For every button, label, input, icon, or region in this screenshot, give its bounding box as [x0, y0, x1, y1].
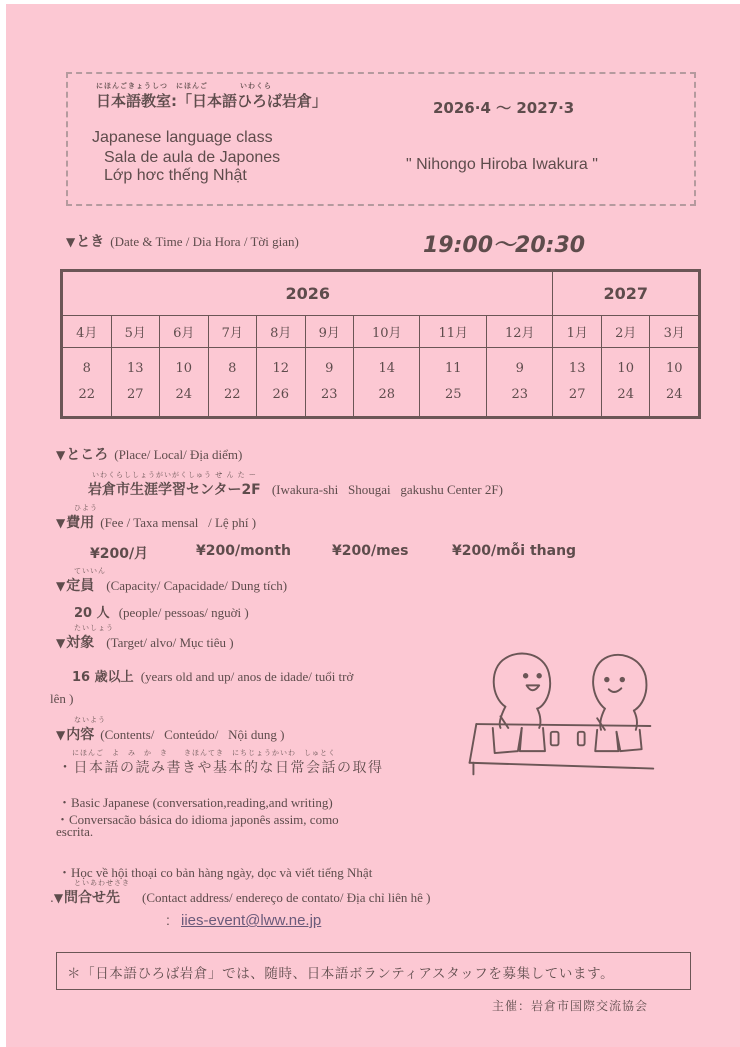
target-value-row	[72, 666, 472, 685]
date-2: 22	[78, 387, 96, 402]
date-2: 22	[223, 387, 241, 402]
contact-furigana: といあわせさき	[74, 879, 130, 887]
triangle-marker-icon: ▼	[56, 579, 66, 593]
title-text: 日本語教室:「日本語ひろば岩倉」	[96, 92, 328, 110]
date-cell	[650, 348, 699, 417]
contact-label: 問合せ先	[64, 890, 121, 906]
month-cell: 7月	[208, 316, 257, 348]
date-2: 26	[272, 387, 290, 402]
date-1: 9	[515, 361, 524, 376]
contents-item-furigana: にほんご よ み か き きほんてき にちじょうかいわ しゅとく	[72, 749, 336, 757]
contents-item-text: ・日本語の読み書きや基本的な日常会話の取得	[58, 761, 384, 776]
fee-mes-pt: ¥200/mes	[332, 543, 409, 559]
period: 2026·4 ～ 2027·3	[433, 99, 575, 117]
volunteer-notice-text: ＊「日本語ひろば岩倉」では、随時、日本語ボランティアスタッフを募集しています。	[67, 966, 615, 981]
triangle-marker-icon: ▼	[56, 636, 66, 650]
fee-values	[90, 543, 690, 565]
contents-section	[56, 716, 456, 744]
datetime-label: とき	[76, 234, 105, 250]
target-sublabel: (Target/ alvo/ Mục tiêu )	[106, 635, 234, 650]
contents-item-en: ・Basic Japanese (conversation,reading,and writing)	[58, 795, 333, 810]
volunteer-notice	[56, 952, 691, 990]
date-cell	[305, 348, 354, 417]
capacity-value: 20 人	[74, 606, 110, 621]
date-2: 23	[320, 387, 338, 402]
date-2: 24	[175, 387, 193, 402]
class-romaji-name: " Nihongo Hiroba Iwakura "	[406, 156, 598, 173]
capacity-section	[56, 567, 656, 595]
fee-month-vi: ¥200/mỗi thang	[452, 543, 577, 559]
place-label: ところ	[66, 447, 109, 463]
triangle-marker-icon: .▼	[50, 891, 64, 905]
contents-furigana: ないよう	[74, 716, 106, 724]
date-cell	[257, 348, 306, 417]
date-1: 12	[272, 361, 290, 376]
contact-sublabel: (Contact address/ endereço de contato/ Địa chỉ liên hê )	[142, 890, 431, 905]
month-cell: 3月	[650, 316, 699, 348]
triangle-marker-icon: ▼	[56, 448, 66, 462]
contact-email-link[interactable]: iies-event@lww.ne.jp	[180, 912, 322, 929]
capacity-furigana: ていいん	[74, 567, 106, 575]
target-furigana: たいしょう	[74, 624, 114, 632]
host-organization: 主催：岩倉市国際交流協会	[492, 999, 649, 1013]
date-1: 9	[325, 361, 334, 376]
date-1: 11	[444, 361, 462, 376]
date-cell	[160, 348, 209, 417]
date-1: 10	[617, 361, 634, 376]
target-label: 対象	[66, 635, 95, 651]
triangle-marker-icon: ▼	[66, 235, 76, 249]
target-value-sub: (years old and up/ anos de idade/ tuổi trở	[140, 669, 354, 684]
year-2026: 2026	[63, 272, 553, 316]
header-box	[66, 72, 696, 206]
capacity-label: 定員	[66, 578, 95, 594]
month-cell: 8月	[257, 316, 306, 348]
month-row	[63, 316, 699, 348]
date-1: 10	[665, 361, 683, 376]
date-2: 28	[378, 387, 396, 402]
date-cell	[354, 348, 420, 417]
date-2: 24	[665, 387, 683, 402]
date-cell	[601, 348, 650, 417]
month-cell: 9月	[305, 316, 354, 348]
date-2: 24	[617, 387, 634, 402]
contents-item-vi: ・Học về hội thoại co bản hàng ngày, dọc và viết tiếng Nhật	[58, 865, 373, 880]
date-1: 13	[568, 361, 586, 376]
date-cell	[111, 348, 160, 417]
class-time: 19:00～20:30	[423, 233, 586, 258]
students-studying-illustration	[461, 639, 656, 784]
dates-row	[63, 348, 699, 417]
date-cell	[486, 348, 552, 417]
date-1: 8	[228, 361, 237, 376]
date-cell	[420, 348, 486, 417]
year-2027: 2027	[553, 272, 699, 316]
contents-item-pt-line2: escrita.	[56, 824, 94, 839]
month-cell: 12月	[486, 316, 552, 348]
triangle-marker-icon: ▼	[56, 728, 66, 742]
date-1: 14	[378, 361, 396, 376]
date-cell	[208, 348, 257, 417]
date-2: 27	[568, 387, 586, 402]
venue-name-romaji: (Iwakura-shi Shougai gakushu Center 2F)	[271, 482, 503, 497]
target-value-wrap: lên )	[50, 691, 74, 706]
contents-item-jp	[58, 749, 458, 777]
contents-item-pt-line1: ・Conversacão básica do idioma japonês assim, como	[56, 812, 339, 827]
fee-month-en: ¥200/month	[196, 543, 291, 559]
contact-colon: :	[166, 912, 170, 928]
year-row	[63, 272, 699, 316]
place-section	[56, 444, 656, 464]
date-1: 10	[175, 361, 193, 376]
capacity-value-row	[74, 602, 674, 621]
month-cell: 11月	[420, 316, 486, 348]
fee-section	[56, 504, 656, 532]
flyer-page	[6, 4, 740, 1047]
capacity-value-sub: (people/ pessoas/ nguời )	[118, 605, 249, 620]
datetime-section	[66, 231, 666, 261]
place-sublabel: (Place/ Local/ Địa diểm)	[114, 447, 243, 462]
contact-section	[50, 879, 690, 907]
capacity-sublabel: (Capacity/ Capacidade/ Dung tích)	[106, 578, 288, 593]
venue	[88, 471, 668, 499]
schedule-table	[60, 269, 701, 419]
date-2: 25	[444, 387, 462, 402]
date-cell	[553, 348, 602, 417]
month-cell: 5月	[111, 316, 160, 348]
contents-item-pt	[56, 814, 339, 838]
month-cell: 4月	[63, 316, 112, 348]
class-name-english: Japanese language class	[92, 129, 273, 146]
venue-furigana: いわくらししょうがいがくしゅう せ ん た ー	[92, 471, 257, 479]
class-title	[96, 82, 327, 111]
title-furigana: にほんごきょうしつ にほんご いわくら	[96, 82, 272, 90]
class-name-vietnamese: Lớp hơc thếng Nhật	[104, 167, 247, 184]
fee-yen-month-jp: ¥200/月	[90, 546, 149, 562]
month-cell: 1月	[553, 316, 602, 348]
contents-label: 内容	[66, 727, 95, 743]
datetime-sublabel: (Date & Time / Dia Hora / Tời gian)	[110, 234, 299, 249]
month-cell: 2月	[601, 316, 650, 348]
date-2: 27	[126, 387, 144, 402]
date-1: 13	[126, 361, 144, 376]
venue-name-jp: 岩倉市生涯学習センター2F	[88, 482, 261, 498]
date-2: 23	[511, 387, 528, 402]
date-1: 8	[82, 361, 91, 376]
fee-sublabel: (Fee / Taxa mensal / Lệ phí )	[100, 515, 257, 530]
contact-email-row	[166, 910, 321, 929]
date-cell	[63, 348, 112, 417]
class-name-portuguese: Sala de aula de Japones	[104, 149, 281, 166]
fee-furigana: ひよう	[74, 504, 98, 512]
month-cell: 10月	[354, 316, 420, 348]
triangle-marker-icon: ▼	[56, 516, 66, 530]
fee-label: 費用	[66, 515, 95, 531]
contents-sublabel: (Contents/ Conteúdo/ Nội dung )	[100, 727, 285, 742]
target-value: 16 歳以上	[72, 670, 134, 685]
month-cell: 6月	[160, 316, 209, 348]
